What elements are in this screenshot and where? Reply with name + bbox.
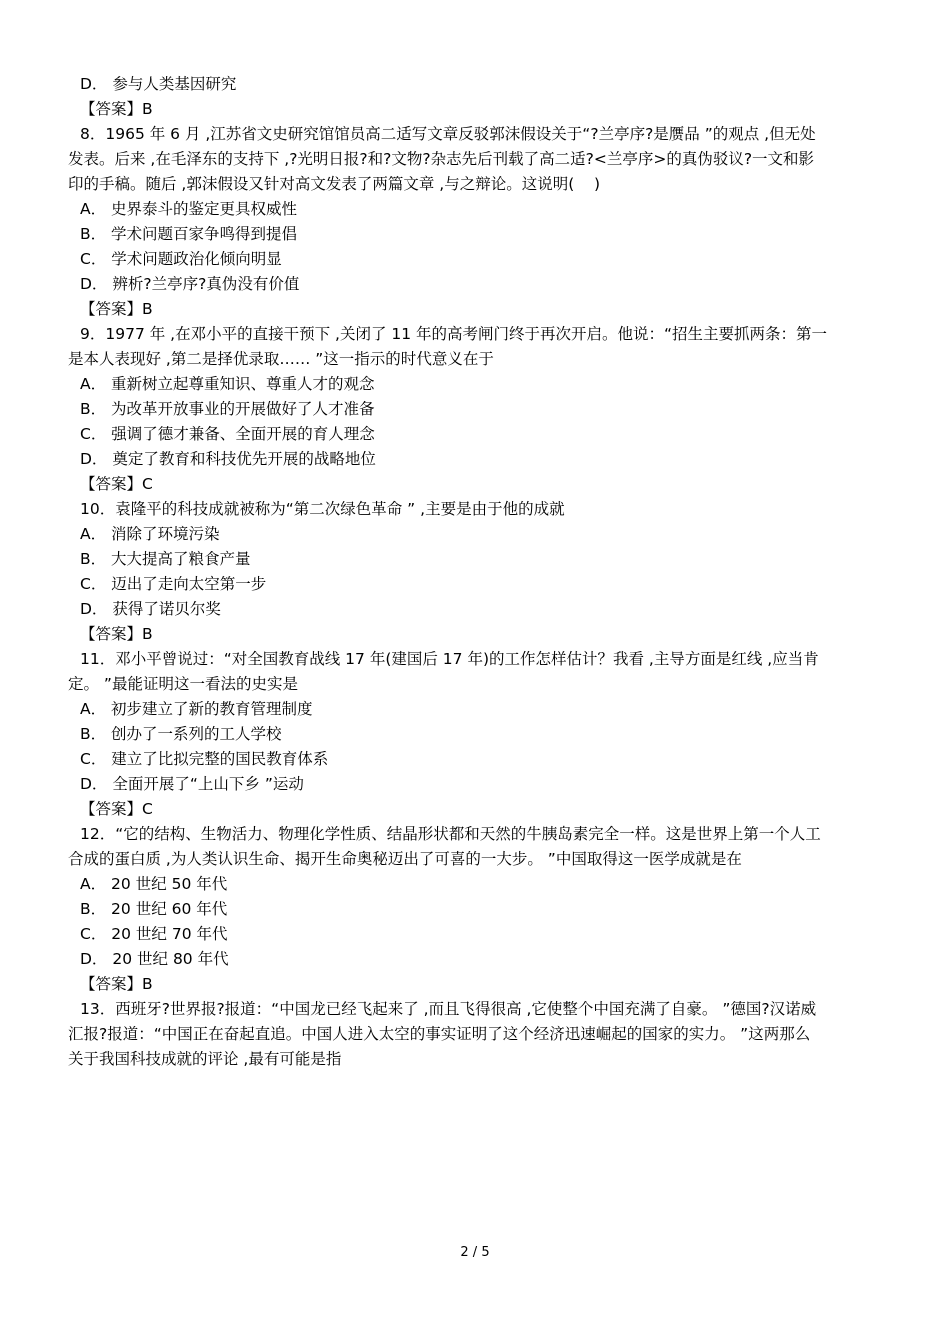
answer-line: 【答案】B — [80, 300, 153, 318]
question-13-continued: 汇报?报道：“中国正在奋起直追。中国人进入太空的事实证明了这个经济迅速崛起的国家的实力。 ”这两那么 — [68, 1025, 811, 1043]
document-body — [68, 72, 884, 1072]
question-12: 12．“它的结构、生物活力、物理化学性质、结晶形状都和天然的牛胰岛素完全一样。这是世界上第一个人工 — [80, 825, 821, 843]
answer-line: 【答案】B — [80, 975, 153, 993]
option-line: B． 学术问题百家争鸣得到提倡 — [80, 225, 298, 243]
answer-line: 【答案】C — [80, 800, 153, 818]
option-line: C． 20 世纪 70 年代 — [80, 925, 228, 943]
option-line: D． 20 世纪 80 年代 — [80, 950, 229, 968]
question-10: 10．袁隆平的科技成就被称为“第二次绿色革命 ” ,主要是由于他的成就 — [80, 500, 565, 518]
answer-line: 【答案】B — [80, 100, 153, 118]
option-line: C． 强调了德才兼备、全面开展的育人理念 — [80, 425, 375, 443]
option-line: D． 获得了诺贝尔奖 — [80, 600, 221, 618]
question-8-continued: 发表。后来 ,在毛泽东的支持下 ,?光明日报?和?文物?杂志先后刊载了高二适?<兰亭序>的真伪驳议?一文和影 — [68, 150, 815, 168]
option-line: C． 学术问题政治化倾向明显 — [80, 250, 282, 268]
option-line: A． 史界泰斗的鉴定更具权威性 — [80, 200, 298, 218]
option-line: A． 消除了环境污染 — [80, 525, 220, 543]
option-line: A． 初步建立了新的教育管理制度 — [80, 700, 313, 718]
page-number: 2 / 5 — [460, 1245, 490, 1260]
option-line: D． 奠定了教育和科技优先开展的战略地位 — [80, 450, 376, 468]
question-11: 11．邓小平曾说过：“对全国教育战线 17 年(建国后 17 年)的工作怎样估计？我看 ,主导方面是红线 ,应当肯 — [80, 650, 819, 668]
question-13-continued: 关于我国科技成就的评论 ,最有可能是指 — [68, 1050, 342, 1068]
question-12-continued: 合成的蛋白质 ,为人类认识生命、揭开生命奥秘迈出了可喜的一大步。 ”中国取得这一医学成就是在 — [68, 850, 742, 868]
option-line: A． 20 世纪 50 年代 — [80, 875, 228, 893]
answer-line: 【答案】C — [80, 475, 153, 493]
option-line: A． 重新树立起尊重知识、尊重人才的观念 — [80, 375, 375, 393]
option-line: D． 辨析?兰亭序?真伪没有价值 — [80, 275, 300, 293]
question-11-continued: 定。 ”最能证明这一看法的史实是 — [68, 675, 298, 693]
option-line: B． 为改革开放事业的开展做好了人才准备 — [80, 400, 375, 418]
option-line: D． 全面开展了“上山下乡 ”运动 — [80, 775, 304, 793]
option-line: B． 20 世纪 60 年代 — [80, 900, 228, 918]
option-line: B． 创办了一系列的工人学校 — [80, 725, 282, 743]
answer-line: 【答案】B — [80, 625, 153, 643]
question-8: 8．1965 年 6 月 ,江苏省文史研究馆馆员高二适写文章反驳郭沫假设关于“?兰亭序?是赝品 ”的观点 ,但无处 — [80, 125, 816, 143]
option-line: D． 参与人类基因研究 — [80, 75, 237, 93]
option-line: B． 大大提高了粮食产量 — [80, 550, 251, 568]
option-line: C． 建立了比拟完整的国民教育体系 — [80, 750, 329, 768]
question-8-continued: 印的手稿。随后 ,郭沫假设又针对高文发表了两篇文章 ,与之辩论。这说明( ) — [68, 175, 601, 193]
question-13: 13．西班牙?世界报?报道：“中国龙已经飞起来了 ,而且飞得很高 ,它使整个中国充满了自豪。 ”德国?汉诺威 — [80, 1000, 817, 1018]
option-line: C． 迈出了走向太空第一步 — [80, 575, 267, 593]
question-9: 9．1977 年 ,在邓小平的直接干预下 ,关闭了 11 年的高考闸门终于再次开启。他说：“招生主要抓两条：第一 — [80, 325, 828, 343]
question-9-continued: 是本人表现好 ,第二是择优录取…… ”这一指示的时代意义在于 — [68, 350, 494, 368]
